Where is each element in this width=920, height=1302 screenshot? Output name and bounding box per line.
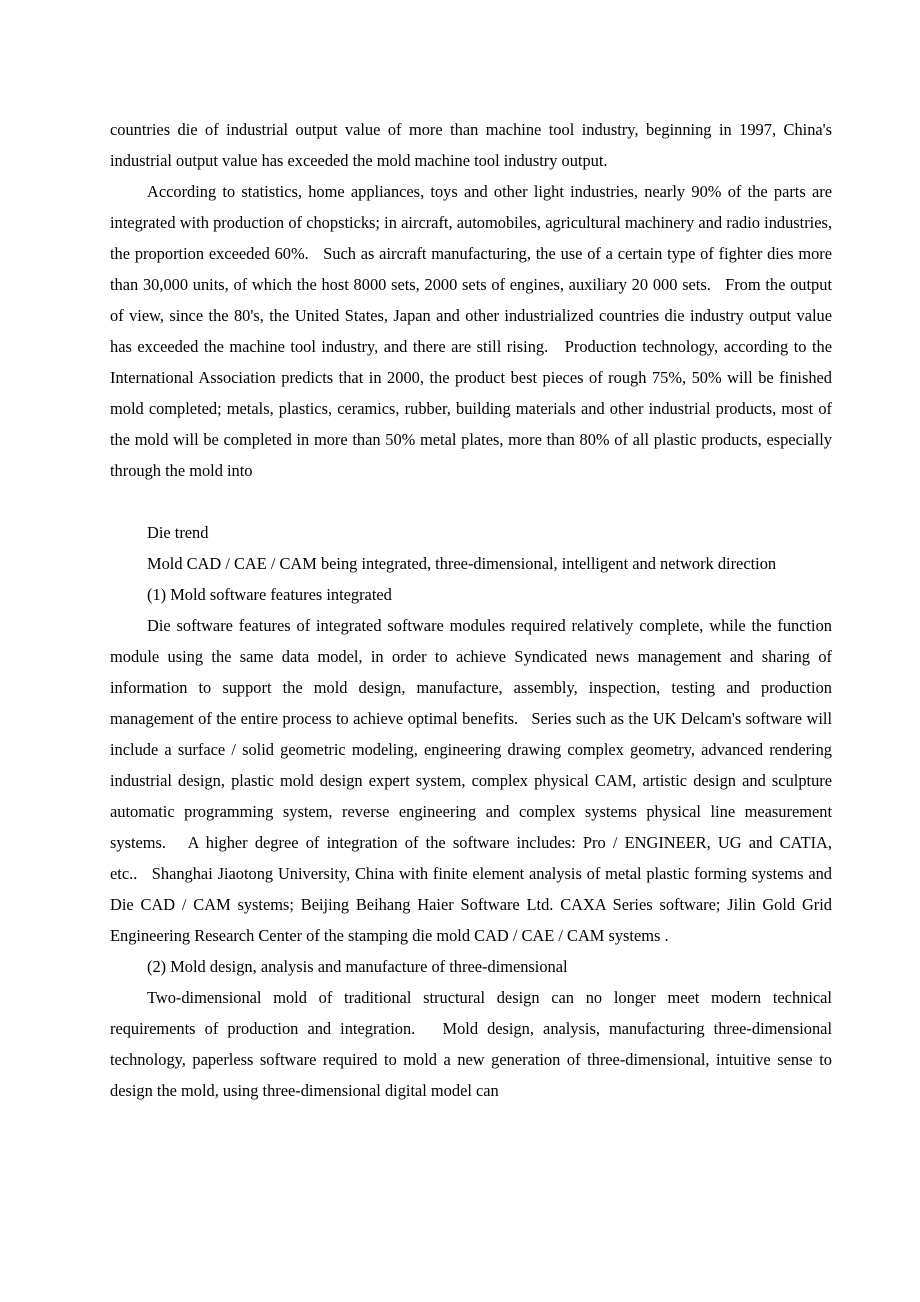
paragraph-software-features: Die software features of integrated software modules required relatively complete, while the function module using the same data model, in order to achieve Syndicated news management and sharing of information to support the mold design, manufacture, assembly, inspection, testing and production management of the entire process to achieve optimal benefits. Series such as the UK Delcam's software will include a surface / solid geometric modeling, engineering drawing complex geometry, advanced rendering industrial design, plastic mold design expert system, complex physical CAM, artistic design and sculpture automatic programming system, reverse engineering and complex systems physical line measurement systems. A higher degree of integration of the software includes: Pro / ENGINEER, UG and CATIA, etc.. Shanghai Jiaotong University, China with finite element analysis of metal plastic forming systems and Die CAD / CAM systems; Beijing Beihang Haier Software Ltd. CAXA Series software; Jilin Gold Grid Engineering Research Center of the stamping die mold CAD / CAE / CAM systems .: [110, 616, 832, 945]
paragraph-spacer: [110, 486, 832, 517]
subheading-software-integrated: (1) Mold software features integrated: [147, 585, 392, 604]
paragraph-cad-direction: Mold CAD / CAE / CAM being integrated, three-dimensional, intelligent and network direction: [147, 554, 777, 573]
paragraph-statistics: According to statistics, home appliances, toys and other light industries, nearly 90% of the parts are integrated with production of chopsticks; in aircraft, automobiles, agricultural machinery and radio industries, the proportion exceeded 60%. Such as aircraft manufacturing, the use of a certain type of fighter dies more than 30,000 units, of which the host 8000 sets, 2000 sets of engines, auxiliary 20 000 sets. From the output of view, since the 80's, the United States, Japan and other industrialized countries die industry output value has exceeded the machine tool industry, and there are still rising. Production technology, according to the International Association predicts that in 2000, the product best pieces of rough 75%, 50% will be finished mold completed; metals, plastics, ceramics, rubber, building materials and other industrial products, most of the mold will be completed in more than 50% metal plates, more than 80% of all plastic products, especially through the mold into: [110, 182, 832, 480]
section-heading-die-trend: Die trend: [147, 523, 209, 542]
document-page: [110, 114, 832, 1106]
subheading-three-dimensional: (2) Mold design, analysis and manufacture of three-dimensional: [147, 957, 568, 976]
paragraph-continuation: countries die of industrial output value of more than machine tool industry, beginning in 1997, China's industrial output value has exceeded the mold machine tool industry output.: [110, 120, 832, 170]
paragraph-two-dimensional: Two-dimensional mold of traditional structural design can no longer meet modern technical requirements of production and integration. Mold design, analysis, manufacturing three-dimensional technology, paperless software required to mold a new generation of three-dimensional, intuitive sense to design the mold, using three-dimensional digital model can: [110, 988, 832, 1100]
